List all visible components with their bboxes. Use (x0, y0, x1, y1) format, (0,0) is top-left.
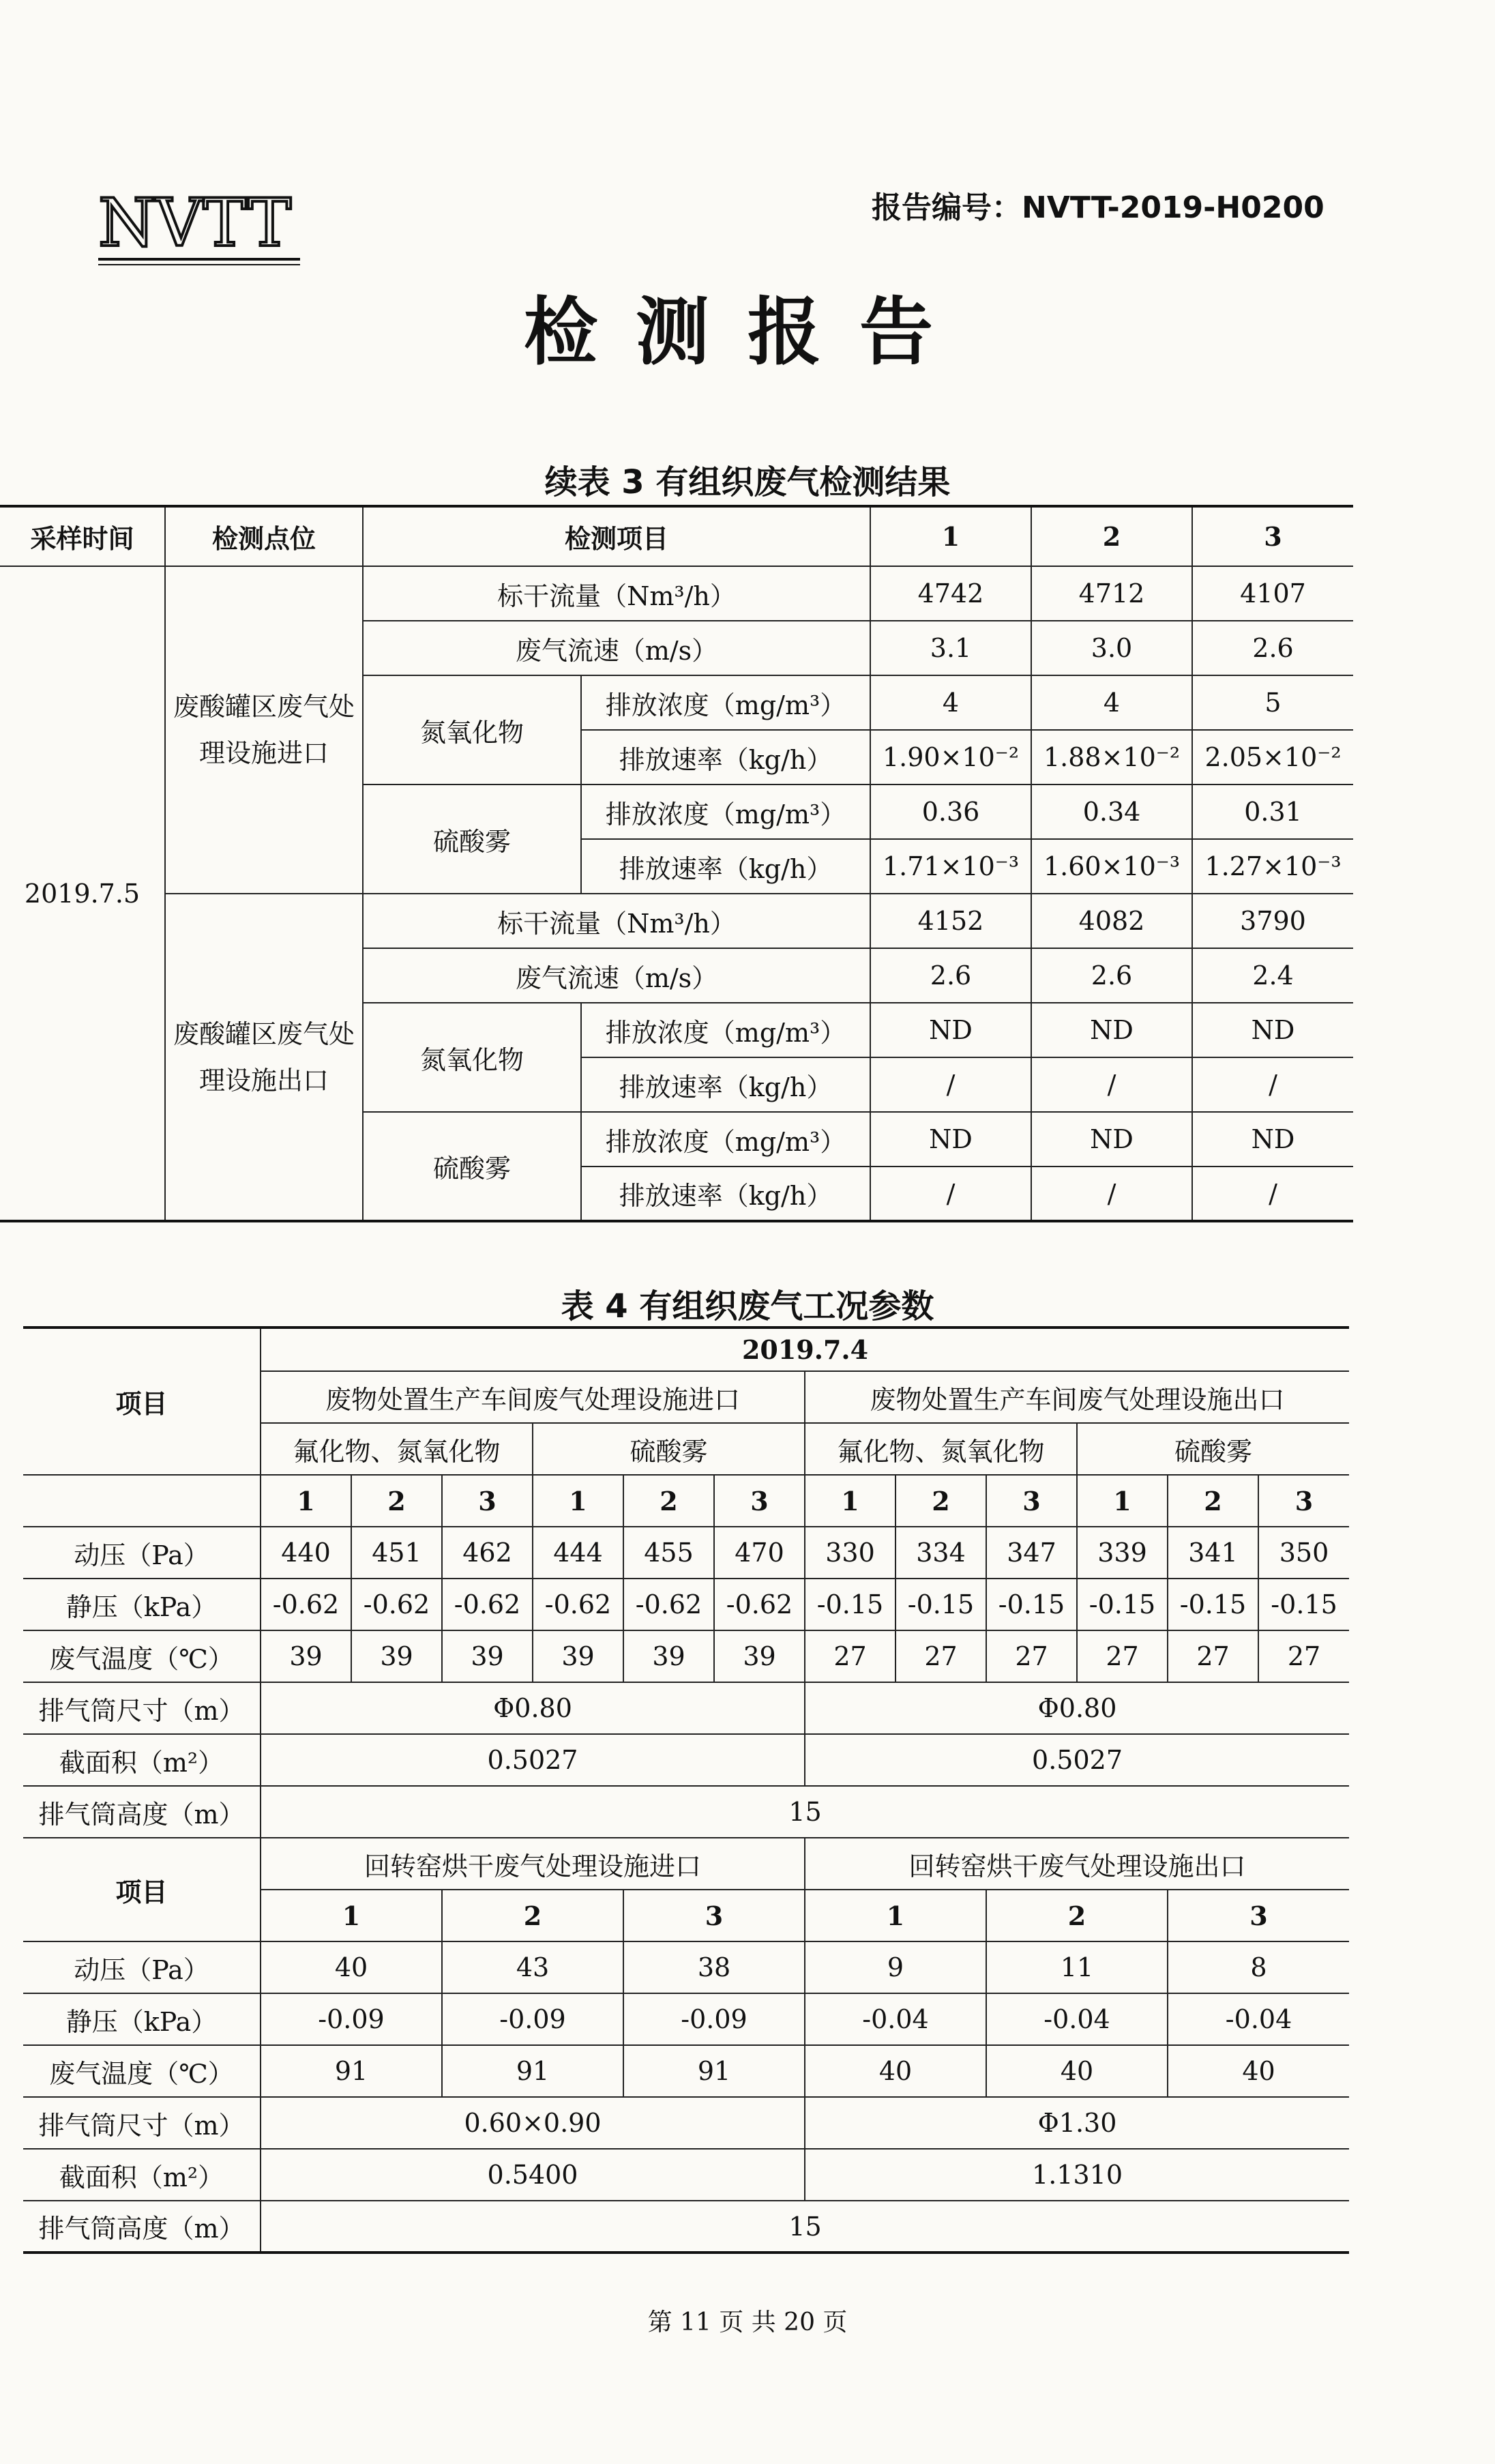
value-cell: ND (870, 1112, 1031, 1167)
table-row (23, 1786, 1349, 1838)
pollutant-cell: 氮氧化物 (363, 1003, 581, 1112)
item-header: 项目 (23, 1838, 261, 1941)
item-cell: 标干流量（Nm³/h） (363, 566, 870, 621)
table4-date: 2019.7.4 (261, 1328, 1349, 1371)
value-cell: 39 (351, 1630, 442, 1682)
value-cell: 0.36 (870, 784, 1031, 839)
value-cell: Φ0.80 (805, 1682, 1349, 1734)
param-cell: 排放浓度（mg/m³） (581, 1003, 870, 1057)
param-cell: 排放速率（kg/h） (581, 1057, 870, 1112)
value-cell: 0.5027 (805, 1734, 1349, 1786)
value-cell: -0.04 (986, 1993, 1168, 2045)
value-cell: 39 (714, 1630, 805, 1682)
col-number: 3 (986, 1475, 1077, 1527)
location-header: 回转窑烘干废气处理设施进口 (261, 1838, 805, 1890)
col-number: 3 (623, 1890, 805, 1941)
col-number: 3 (1168, 1890, 1349, 1941)
value-cell: 4742 (870, 566, 1031, 621)
value-cell: -0.09 (442, 1993, 623, 2045)
value-cell: -0.15 (1077, 1579, 1168, 1630)
value-cell: 455 (623, 1527, 714, 1579)
sub-header: 氟化物、氮氧化物 (261, 1423, 533, 1475)
table-row (23, 2201, 1349, 2253)
table-row (0, 566, 1353, 621)
value-cell: / (870, 1057, 1031, 1112)
table-row (0, 894, 1353, 948)
value-cell: Φ0.80 (261, 1682, 805, 1734)
pollutant-cell: 氮氧化物 (363, 675, 581, 784)
value-cell: 4 (870, 675, 1031, 730)
value-cell: 339 (1077, 1527, 1168, 1579)
param-cell: 排放速率（kg/h） (581, 1167, 870, 1221)
value-cell: 462 (442, 1527, 533, 1579)
table-row (23, 1630, 1349, 1682)
col-number: 2 (986, 1890, 1168, 1941)
value-cell: 1.27×10⁻³ (1192, 839, 1353, 894)
value-cell: 3.1 (870, 621, 1031, 675)
value-cell: 40 (261, 1941, 442, 1993)
value-cell: 15 (261, 2201, 1349, 2253)
value-cell: 40 (805, 2045, 986, 2097)
value-cell: ND (1192, 1112, 1353, 1167)
value-cell: 38 (623, 1941, 805, 1993)
value-cell: 350 (1258, 1527, 1349, 1579)
value-cell: -0.15 (805, 1579, 895, 1630)
table-row (23, 2097, 1349, 2149)
value-cell: 1.90×10⁻² (870, 730, 1031, 784)
value-cell: 4107 (1192, 566, 1353, 621)
value-cell: -0.15 (1258, 1579, 1349, 1630)
value-cell: 470 (714, 1527, 805, 1579)
value-cell: -0.09 (261, 1993, 442, 2045)
col-number: 3 (714, 1475, 805, 1527)
value-cell: -0.62 (623, 1579, 714, 1630)
table3 (0, 505, 1353, 1222)
value-cell: -0.62 (533, 1579, 623, 1630)
table-row (23, 2045, 1349, 2097)
table-row (23, 1527, 1349, 1579)
logo-text: NVTT (98, 185, 292, 261)
value-cell: 40 (986, 2045, 1168, 2097)
col-number: 3 (1258, 1475, 1349, 1527)
table-row (23, 1941, 1349, 1993)
value-cell: -0.15 (986, 1579, 1077, 1630)
location-outlet: 废酸罐区废气处理设施出口 (165, 894, 363, 1221)
col-number: 1 (1077, 1475, 1168, 1527)
value-cell: 0.5027 (261, 1734, 805, 1786)
value-cell: 1.1310 (805, 2149, 1349, 2201)
table-row (23, 1993, 1349, 2045)
value-cell: -0.62 (442, 1579, 533, 1630)
header-col-2: 2 (1031, 506, 1192, 566)
value-cell: ND (1031, 1112, 1192, 1167)
value-cell: 39 (261, 1630, 351, 1682)
location-header: 废物处置生产车间废气处理设施出口 (805, 1371, 1349, 1423)
value-cell: 2.6 (870, 948, 1031, 1003)
sub-header: 硫酸雾 (1077, 1423, 1349, 1475)
table3-header-row (0, 506, 1353, 566)
value-cell: 341 (1168, 1527, 1258, 1579)
row-label: 动压（Pa） (23, 1941, 261, 1993)
value-cell: 1.71×10⁻³ (870, 839, 1031, 894)
value-cell: -0.15 (1168, 1579, 1258, 1630)
value-cell: 39 (442, 1630, 533, 1682)
item-header: 项目 (23, 1328, 261, 1475)
value-cell: 39 (533, 1630, 623, 1682)
value-cell: 91 (623, 2045, 805, 2097)
param-cell: 排放速率（kg/h） (581, 839, 870, 894)
row-label: 截面积（m²） (23, 2149, 261, 2201)
col-number: 2 (351, 1475, 442, 1527)
value-cell: 347 (986, 1527, 1077, 1579)
value-cell: 1.60×10⁻³ (1031, 839, 1192, 894)
row-label: 废气温度（℃） (23, 1630, 261, 1682)
row-label: 静压（kPa） (23, 1579, 261, 1630)
sub-header: 氟化物、氮氧化物 (805, 1423, 1077, 1475)
value-cell: 1.88×10⁻² (1031, 730, 1192, 784)
row-label: 废气温度（℃） (23, 2045, 261, 2097)
value-cell: 440 (261, 1527, 351, 1579)
row-label: 动压（Pa） (23, 1527, 261, 1579)
value-cell: -0.04 (805, 1993, 986, 2045)
table4-num-row (23, 1475, 1349, 1527)
value-cell: 0.31 (1192, 784, 1353, 839)
value-cell: -0.09 (623, 1993, 805, 2045)
table4 (23, 1326, 1349, 2254)
header-item: 检测项目 (363, 506, 870, 566)
value-cell: -0.15 (895, 1579, 986, 1630)
value-cell: 0.5400 (261, 2149, 805, 2201)
row-label: 截面积（m²） (23, 1734, 261, 1786)
value-cell: 451 (351, 1527, 442, 1579)
value-cell: 444 (533, 1527, 623, 1579)
value-cell: 2.6 (1031, 948, 1192, 1003)
row-label: 排气筒高度（m） (23, 2201, 261, 2253)
value-cell: / (1031, 1057, 1192, 1112)
col-number: 2 (623, 1475, 714, 1527)
page-title: 检测报告 (523, 290, 971, 375)
value-cell: 27 (1168, 1630, 1258, 1682)
value-cell: ND (1192, 1003, 1353, 1057)
value-cell: 3790 (1192, 894, 1353, 948)
row-label: 静压（kPa） (23, 1993, 261, 2045)
location-header: 废物处置生产车间废气处理设施进口 (261, 1371, 805, 1423)
location-header: 回转窑烘干废气处理设施出口 (805, 1838, 1349, 1890)
header-sampling-time: 采样时间 (0, 506, 165, 566)
value-cell: 43 (442, 1941, 623, 1993)
value-cell: 91 (261, 2045, 442, 2097)
table-row (23, 2149, 1349, 2201)
table4-caption: 表 4 有组织废气工况参数 (561, 1287, 934, 1325)
value-cell: 334 (895, 1527, 986, 1579)
value-cell: / (870, 1167, 1031, 1221)
param-cell: 排放浓度（mg/m³） (581, 784, 870, 839)
value-cell: 0.34 (1031, 784, 1192, 839)
row-label: 排气筒高度（m） (23, 1786, 261, 1838)
value-cell: 27 (1258, 1630, 1349, 1682)
blank-cell (23, 1475, 261, 1527)
value-cell: ND (870, 1003, 1031, 1057)
value-cell: 4082 (1031, 894, 1192, 948)
col-number: 1 (805, 1890, 986, 1941)
sub-header: 硫酸雾 (533, 1423, 805, 1475)
value-cell: 5 (1192, 675, 1353, 730)
value-cell: / (1031, 1167, 1192, 1221)
item-cell: 废气流速（m/s） (363, 948, 870, 1003)
param-cell: 排放速率（kg/h） (581, 730, 870, 784)
table3-caption: 续表 3 有组织废气检测结果 (544, 463, 951, 501)
item-cell: 标干流量（Nm³/h） (363, 894, 870, 948)
col-number: 1 (533, 1475, 623, 1527)
pollutant-cell: 硫酸雾 (363, 784, 581, 894)
value-cell: 330 (805, 1527, 895, 1579)
table-row (23, 1734, 1349, 1786)
value-cell: 39 (623, 1630, 714, 1682)
item-cell: 废气流速（m/s） (363, 621, 870, 675)
value-cell: 2.4 (1192, 948, 1353, 1003)
value-cell: Φ1.30 (805, 2097, 1349, 2149)
table-row (23, 1682, 1349, 1734)
value-cell: 27 (1077, 1630, 1168, 1682)
value-cell: 27 (986, 1630, 1077, 1682)
value-cell: 91 (442, 2045, 623, 2097)
col-number: 1 (805, 1475, 895, 1527)
location-inlet: 废酸罐区废气处理设施进口 (165, 566, 363, 894)
value-cell: 8 (1168, 1941, 1349, 1993)
col-number: 1 (261, 1475, 351, 1527)
header-col-1: 1 (870, 506, 1031, 566)
value-cell: 4712 (1031, 566, 1192, 621)
value-cell: -0.62 (714, 1579, 805, 1630)
report-number: 报告编号：NVTT-2019-H0200 (872, 190, 1324, 225)
value-cell: 0.60×0.90 (261, 2097, 805, 2149)
value-cell: 4152 (870, 894, 1031, 948)
value-cell: 9 (805, 1941, 986, 1993)
value-cell: ND (1031, 1003, 1192, 1057)
value-cell: 27 (805, 1630, 895, 1682)
sampling-date: 2019.7.5 (0, 566, 165, 1221)
value-cell: 2.05×10⁻² (1192, 730, 1353, 784)
value-cell: 40 (1168, 2045, 1349, 2097)
row-label: 排气筒尺寸（m） (23, 1682, 261, 1734)
value-cell: / (1192, 1057, 1353, 1112)
header-location: 检测点位 (165, 506, 363, 566)
table4-location-row (23, 1838, 1349, 1890)
value-cell: -0.62 (351, 1579, 442, 1630)
table-row (23, 1579, 1349, 1630)
table4-date-row (23, 1328, 1349, 1371)
col-number: 1 (261, 1890, 442, 1941)
col-number: 2 (895, 1475, 986, 1527)
value-cell: -0.04 (1168, 1993, 1349, 2045)
param-cell: 排放浓度（mg/m³） (581, 1112, 870, 1167)
page-number: 第 11 页 共 20 页 (647, 2308, 848, 2336)
row-label: 排气筒尺寸（m） (23, 2097, 261, 2149)
value-cell: -0.62 (261, 1579, 351, 1630)
value-cell: 4 (1031, 675, 1192, 730)
value-cell: 2.6 (1192, 621, 1353, 675)
param-cell: 排放浓度（mg/m³） (581, 675, 870, 730)
col-number: 2 (1168, 1475, 1258, 1527)
value-cell: 11 (986, 1941, 1168, 1993)
pollutant-cell: 硫酸雾 (363, 1112, 581, 1221)
header-col-3: 3 (1192, 506, 1353, 566)
value-cell: 3.0 (1031, 621, 1192, 675)
col-number: 3 (442, 1475, 533, 1527)
value-cell: / (1192, 1167, 1353, 1221)
value-cell: 27 (895, 1630, 986, 1682)
nvtt-logo (95, 183, 307, 272)
value-cell: 15 (261, 1786, 1349, 1838)
col-number: 2 (442, 1890, 623, 1941)
